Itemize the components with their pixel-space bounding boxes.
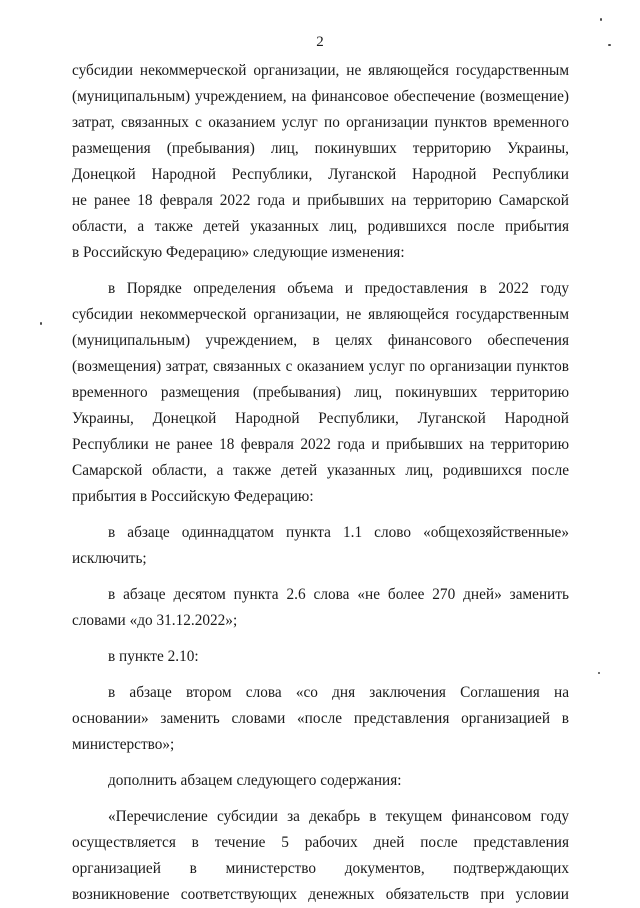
text-line: субсидии некоммерческой организации, не являющейся государственным bbox=[72, 306, 569, 323]
text-line: (муниципальным) учреждением, в целях финансового обеспечения bbox=[72, 332, 569, 349]
text-line: размещения (пребывания) лиц, покинувших территорию Украины, bbox=[72, 140, 569, 157]
text-line: в абзаце втором слова «со дня заключения Соглашения на bbox=[108, 684, 569, 701]
text-line: в пункте 2.10: bbox=[108, 648, 199, 665]
scan-speck bbox=[600, 18, 602, 21]
text-line: Украины, Донецкой Народной Республики, Луганской Народной bbox=[72, 410, 569, 427]
paragraph bbox=[72, 768, 569, 794]
text-line: в Российскую Федерацию» следующие изменения: bbox=[72, 244, 405, 261]
text-line: Донецкой Народной Республики, Луганской Народной Республики bbox=[72, 166, 569, 183]
text-line: министерство»; bbox=[72, 736, 175, 753]
text-line: области, а также детей указанных лиц, родившихся после прибытия bbox=[72, 218, 569, 235]
text-line: осуществляется в течение 5 рабочих дней после представления bbox=[72, 834, 569, 851]
text-line: основании» заменить словами «после представления организацией в bbox=[72, 710, 569, 727]
text-line: (возмещения) затрат, связанных с оказанием услуг по организации пунктов bbox=[72, 358, 569, 375]
text-line: дополнить абзацем следующего содержания: bbox=[108, 772, 402, 789]
paragraph bbox=[72, 804, 569, 908]
text-line: словами «до 31.12.2022»; bbox=[72, 612, 238, 629]
paragraph bbox=[72, 520, 569, 572]
paragraph bbox=[72, 644, 569, 670]
page-number: 2 bbox=[316, 34, 324, 50]
paragraph bbox=[72, 680, 569, 758]
text-line: в абзаце одиннадцатом пункта 1.1 слово «общехозяйственные» bbox=[108, 524, 569, 541]
paragraph bbox=[72, 58, 569, 266]
document-body bbox=[72, 58, 569, 908]
text-line: исключить; bbox=[72, 550, 147, 567]
text-line: Республики не ранее 18 февраля 2022 года и прибывших на территорию bbox=[72, 436, 569, 453]
text-line: «Перечисление субсидии за декабрь в текущем финансовом году bbox=[108, 808, 569, 825]
text-line: субсидии некоммерческой организации, не являющейся государственным bbox=[72, 62, 569, 79]
paragraph bbox=[72, 582, 569, 634]
text-line: в Порядке определения объема и предоставления в 2022 году bbox=[108, 280, 569, 297]
text-line: в абзаце десятом пункта 2.6 слова «не более 270 дней» заменить bbox=[108, 586, 569, 603]
text-line: Самарской области, а также детей указанных лиц, родившихся после bbox=[72, 462, 569, 479]
text-line: не ранее 18 февраля 2022 года и прибывших на территорию Самарской bbox=[72, 192, 569, 209]
text-line: возникновение соответствующих денежных обязательств при условии bbox=[72, 886, 569, 903]
text-line: организацией в министерство документов, подтверждающих bbox=[72, 860, 569, 877]
paragraph bbox=[72, 276, 569, 510]
scan-speck bbox=[608, 44, 611, 46]
scan-speck bbox=[40, 322, 42, 325]
scan-speck bbox=[598, 672, 600, 674]
text-line: временного размещения (пребывания) лиц, покинувших территорию bbox=[72, 384, 569, 401]
text-line: (муниципальным) учреждением, на финансовое обеспечение (возмещение) bbox=[72, 88, 569, 105]
text-line: прибытия в Российскую Федерацию: bbox=[72, 488, 314, 505]
text-line: затрат, связанных с оказанием услуг по организации пунктов временного bbox=[72, 114, 569, 131]
